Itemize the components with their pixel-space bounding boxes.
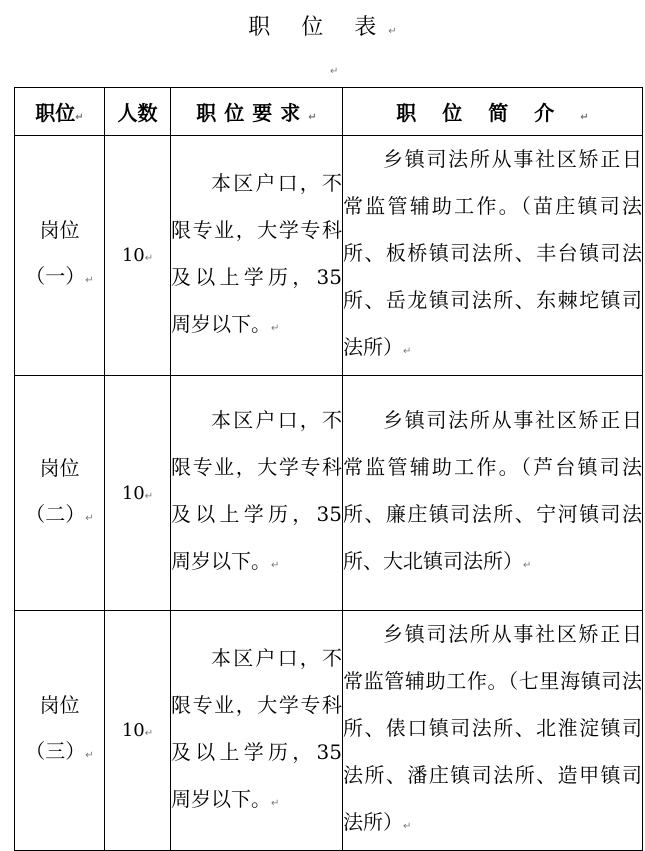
paragraph-mark: ↵ [388,26,397,37]
position-cell [15,136,105,376]
count-cell: 10↵ [105,611,171,851]
page-title [0,10,645,41]
table-row [15,611,643,851]
count-cell: 10↵ [105,376,171,611]
header-description: 职位简介↵ [343,88,643,136]
position-cell [15,611,105,851]
count-cell: 10↵ [105,136,171,376]
header-position: 职位↵ [15,88,105,136]
title-text: 职 位 表 [248,15,389,40]
position-index: （三）↵ [25,739,94,763]
requirements-cell: 本区户口，不限专业，大学专科及以上学历，35 周岁以下。↵ [171,136,343,376]
requirements-cell: 本区户口，不限专业，大学专科及以上学历，35 周岁以下。↵ [171,376,343,611]
position-index: （二）↵ [25,501,94,526]
description-cell: 乡镇司法所从事社区矫正日常监管辅助工作。（芦台镇司法所、廉庄镇司法所、宁河镇司法所、大北镇司法所）↵ [343,376,643,611]
position-name: 岗位 [39,218,80,242]
table-row [15,136,643,376]
position-name: 岗位 [39,693,80,717]
position-table [14,87,643,851]
requirements-cell: 本区户口，不限专业，大学专科及以上学历，35 周岁以下。↵ [171,611,343,851]
position-name: 岗位 [39,455,80,480]
empty-paragraph-mark: ↵ [330,66,339,77]
header-row [15,88,643,136]
position-index: （一）↵ [25,264,94,288]
table-row [15,376,643,611]
description-cell: 乡镇司法所从事社区矫正日常监管辅助工作。（七里海镇司法所、俵口镇司法所、北淮淀镇司法所、潘庄镇司法所、造甲镇司法所）↵ [343,611,643,851]
header-count: 人数 [105,88,171,136]
description-cell: 乡镇司法所从事社区矫正日常监管辅助工作。（苗庄镇司法所、板桥镇司法所、丰台镇司法所、岳龙镇司法所、东棘坨镇司法所）↵ [343,136,643,376]
header-requirements: 职位要求↵ [171,88,343,136]
position-cell [15,376,105,611]
